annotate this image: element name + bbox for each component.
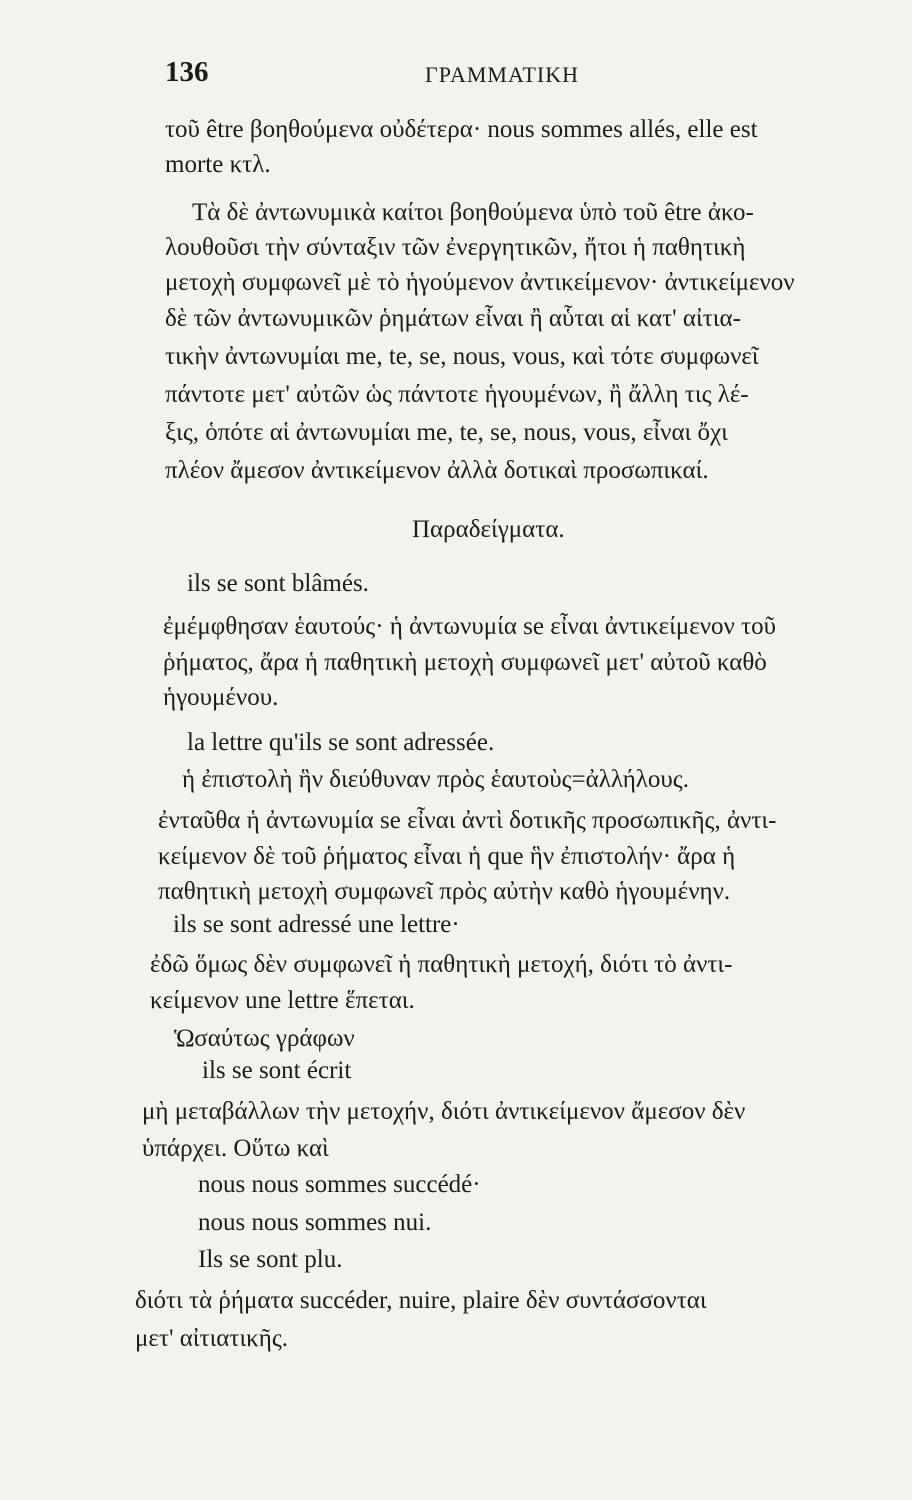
text-line: κείμενον une lettre ἕπεται. [150,987,415,1014]
text-line: ἐνταῦθα ἡ ἀντωνυμία se εἶναι ἀντὶ δοτικῆς προσωπικῆς, ἀντι- [158,807,777,834]
text-line: πάντοτε μετ' αὐτῶν ὡς πάντοτε ἡγουμένων, ἢ ἄλλη τις λέ- [165,381,749,408]
text-line: διότι τὰ ῥήματα succéder, nuire, plaire δὲν συντάσσονται [135,1287,707,1314]
running-head: ΓΡΑΜΜΑΤΙΚΗ [425,62,579,87]
example-sentence: ils se sont écrit [202,1057,352,1084]
example-sentence: la lettre qu'ils se sont adressée. [187,729,495,756]
text-line: δὲ τῶν ἀντωνυμικῶν ῥημάτων εἶναι ἢ αὗται αἱ κατ' αἰτια- [165,305,741,332]
text-line: μετ' αἰτιατικῆς. [135,1325,288,1352]
text-line: πλέον ἄμεσον ἀντικείμενον ἀλλὰ δοτικαὶ προσωπικαί. [165,457,709,484]
text-line: ῥήματος, ἄρα ἡ παθητικὴ μετοχὴ συμφωνεῖ μετ' αὐτοῦ καθὸ [163,649,767,676]
text-line: μετοχὴ συμφωνεῖ μὲ τὸ ἡγούμενον ἀντικείμενον· ἀντικείμενον [165,269,795,296]
text-line: ξις, ὁπότε αἱ ἀντωνυμίαι me, te, se, nous, vous, εἶναι ὄχι [165,419,728,446]
example-sentence: Ils se sont plu. [198,1246,343,1273]
text-line: κείμενον δὲ τοῦ ῥήματος εἶναι ἡ que ἣν ἐπιστολήν· ἄρα ἡ [158,843,736,870]
example-sentence: ils se sont adressé une lettre· [173,911,460,938]
text-line: τοῦ être βοηθούμενα οὐδέτερα· nous sommes allés, elle est [165,116,758,143]
text-line: ἡγουμένου. [163,684,279,711]
text-line: ἐμέμφθησαν ἑαυτούς· ἡ ἀντωνυμία se εἶναι ἀντικείμενον τοῦ [163,613,777,640]
example-sentence: nous nous sommes succédé· [198,1171,481,1198]
text-line: morte κτλ. [165,151,271,178]
page-number: 136 [165,56,209,88]
example-sentence: nous nous sommes nui. [198,1209,432,1236]
text-line: ἐδῶ ὅμως δὲν συμφωνεῖ ἡ παθητικὴ μετοχή, διότι τὸ ἀντι- [150,951,733,978]
example-sentence: ils se sont blâmés. [187,570,369,597]
text-line: Ὡσαύτως γράφων [174,1025,355,1052]
text-line: ἡ ἐπιστολὴ ἣν διεύθυναν πρὸς ἑαυτοὺς=ἀλλήλους. [182,766,689,793]
text-line: λουθοῦσι τὴν σύνταξιν τῶν ἐνεργητικῶν, ἤτοι ἡ παθητικὴ [165,234,746,261]
section-heading: Παραδείγματα. [412,516,565,543]
text-line: Τὰ δὲ ἀντωνυμικὰ καίτοι βοηθούμενα ὑπὸ τοῦ être ἀκο- [192,199,754,226]
text-line: ὑπάρχει. Οὕτω καὶ [142,1135,329,1162]
text-line: μὴ μεταβάλλων τὴν μετοχήν, διότι ἀντικείμενον ἄμεσον δὲν [142,1098,746,1125]
text-line: παθητικὴ μετοχὴ συμφωνεῖ πρὸς αὐτὴν καθὸ ἡγουμένην. [158,878,731,905]
text-line: τικὴν ἀντωνυμίαι me, te, se, nous, vous, καὶ τότε συμφωνεῖ [165,343,759,370]
